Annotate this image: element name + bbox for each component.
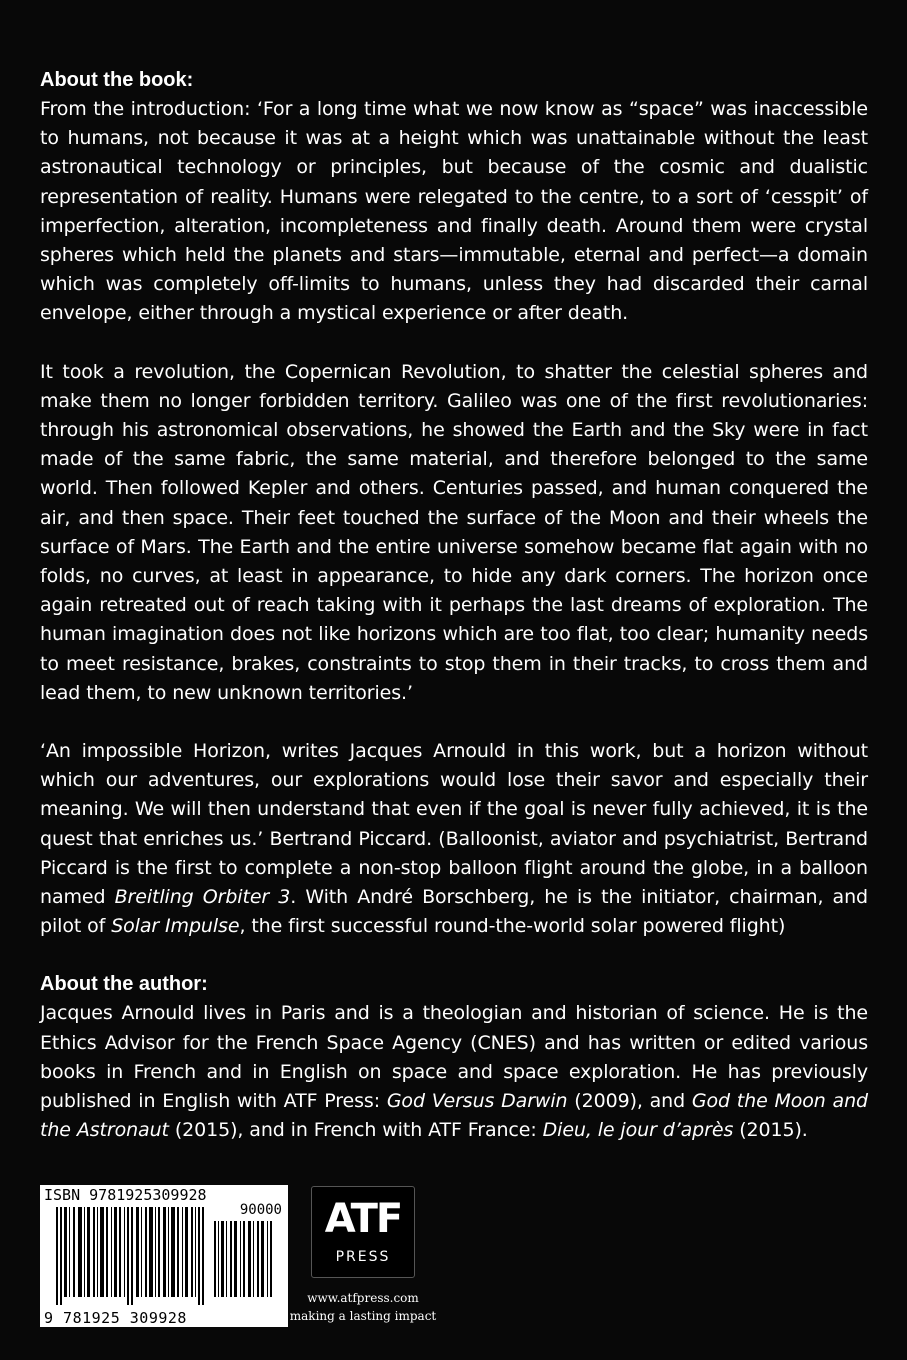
text-segment: . With André Borschberg, he is the initiator, chairman, and pilot of (40, 886, 868, 938)
text-segment: ‘An impossible Horizon, writes Jacques Arnould in this work, but a horizon without which our adventures, our explorations would lose their savor and especially their meaning. We will then understand that even if the goal is never fully achieved, it is the quest that enriches us.’ Bertrand Piccard. (Balloonist, aviator and psychiatrist, Bertrand Piccard is the first to complete a non-stop balloon flight around the globe, in a balloon named (40, 740, 868, 909)
about-book-paragraph-2: It took a revolution, the Copernican Revolution, to shatter the celestial spheres and make them no longer forbidden territory. Galileo was one of the first revolutionaries: through his astronomical observations, he showed the Earth and the Sky were in fact made of the same fabric, the same material, and therefore belonged to the same world. Then followed Kepler and others. Centuries passed, and human conquered the air, and then space. Their feet touched the surface of the Moon and their wheels the surface of Mars. The Earth and the entire universe somehow became flat again with no folds, no curves, at least in appearance, to hide any dark corners. The horizon once again retreated out of reach taking with it perhaps the last dreams of exploration. The human imagination does not like horizons which are too flat, too clear; humanity needs to meet resistance, brakes, constraints to stop them in their tracks, to cross them and lead them, to new unknown territories.’ (40, 360, 868, 704)
title-god-moon-astronaut: God the Moon and the Astronaut (40, 1090, 868, 1142)
barcode-digits: 9 781925 309928 (44, 1309, 187, 1327)
about-author-heading: About the author: (40, 973, 208, 996)
isbn-barcode (40, 1185, 288, 1327)
text-segment: (2015), and in French with ATF France: (168, 1119, 543, 1142)
logo-subtitle: PRESS (335, 1249, 391, 1265)
publisher-info (283, 1289, 443, 1325)
title-breitling-orbiter: Breitling Orbiter 3 (114, 886, 291, 909)
text-segment: (2015). (733, 1119, 808, 1142)
title-solar-impulse: Solar Impulse (111, 915, 240, 938)
back-cover-text (40, 66, 868, 1146)
title-dieu-jour-apres: Dieu, le jour d’après (542, 1119, 734, 1142)
barcode-addon: 90000 (239, 1202, 282, 1218)
atf-press-logo (311, 1186, 415, 1278)
isbn-label: ISBN 9781925309928 (44, 1186, 207, 1204)
barcode-bars (50, 1207, 280, 1305)
about-book-heading: About the book: (40, 69, 194, 91)
text-segment: Jacques Arnould lives in Paris and is a theologian and historian of science. He is the Ethics Advisor for the French Space Agency (CNES) and has written or edited various books in French and in English on space and space exploration. He has previously published in English with ATF Press: (40, 1002, 868, 1113)
logo-mark: ATF (324, 1196, 402, 1242)
title-god-versus-darwin: God Versus Darwin (386, 1090, 568, 1113)
publisher-tagline: making a lasting impact (289, 1309, 437, 1323)
publisher-website: www.atfpress.com (307, 1291, 419, 1305)
about-author-paragraph (40, 999, 868, 1145)
text-segment: , the first successful round-the-world solar powered flight) (239, 915, 786, 938)
about-book-paragraph-1: From the introduction: ‘For a long time what we now know as “space” was inaccessible to humans, not because it was at a height which was unattainable without the least astronautical technology or principles, but because of the cosmic and dualistic representation of reality. Humans were relegated to the centre, to a sort of ‘cesspit’ of imperfection, alteration, incompleteness and finally death. Around them were crystal spheres which held the planets and stars—immutable, eternal and perfect—a domain which was completely off-limits to humans, unless they had discarded their carnal envelope, either through a mystical experience or after death. (40, 98, 868, 325)
text-segment: (2009), and (567, 1090, 692, 1113)
about-book-paragraph-3 (40, 737, 868, 941)
